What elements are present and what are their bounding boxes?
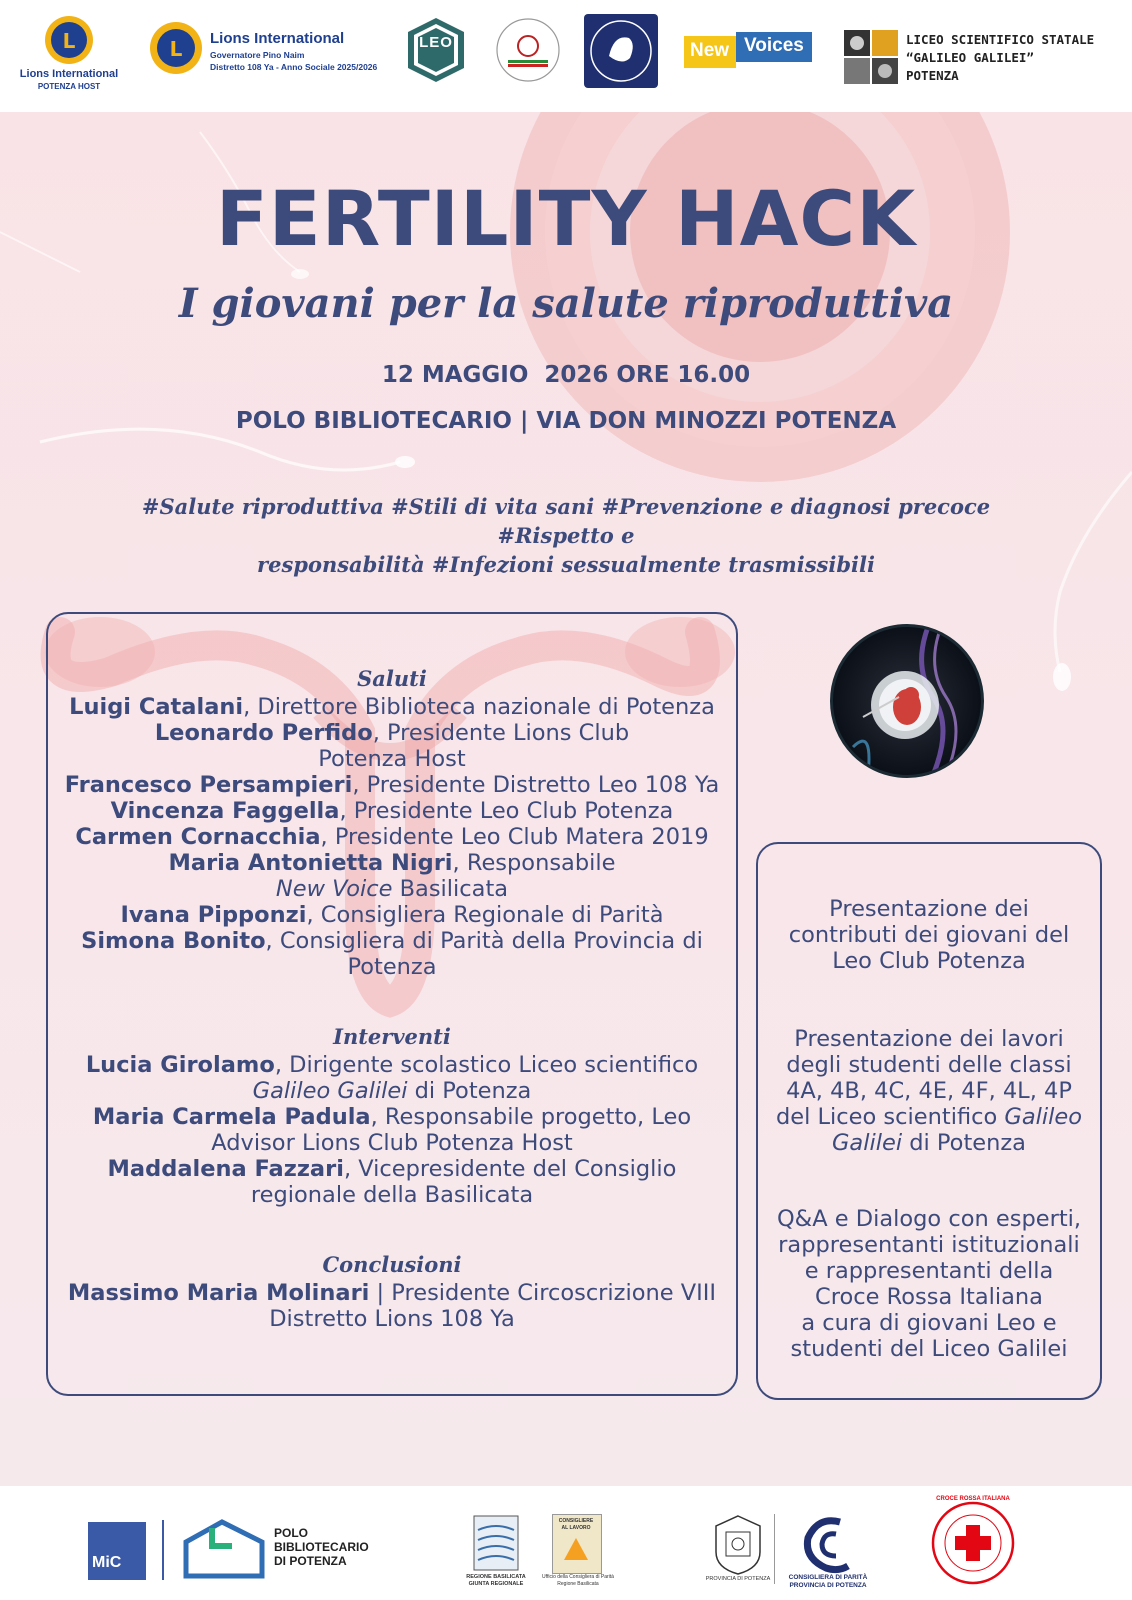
embryo-image [830, 624, 984, 778]
leo-text: LEO [419, 34, 453, 51]
speaker-line: Ivana Pipponzi, Consigliera Regionale di Parità [120, 902, 664, 928]
lions-potenza-text: Lions International [19, 68, 119, 80]
hashtags-line-2: responsabilità #Infezioni sessualmente trasmissibili [257, 552, 875, 577]
leo-district-logo [494, 16, 562, 84]
event-hashtags [100, 492, 1032, 579]
footer-logos [0, 1486, 1132, 1600]
activity-qa-dialogo: Q&A e Dialogo con esperti, rappresentanti istituzionali e rappresentanti della Croce Rossa Italiana a cura di giovani Leo e studenti del Liceo Galilei [776, 1206, 1082, 1362]
speaker-line-cont: Advisor Lions Club Potenza Host [211, 1130, 573, 1156]
new-text: New [690, 40, 730, 61]
regione-basilicata-logo [466, 1514, 526, 1594]
regione-text: REGIONE BASILICATA GIUNTA REGIONALE [466, 1574, 526, 1587]
liceo-galilei-logo [844, 30, 1124, 86]
speaker-line: Francesco Persampieri, Presidente Distretto Leo 108 Ya [64, 772, 720, 798]
consigliera-parita-logo [778, 1512, 878, 1596]
speaker-line-cont: New Voice Basilicata [275, 876, 509, 902]
voices-text: Voices [744, 35, 804, 56]
conclusioni-heading: Conclusioni [322, 1252, 462, 1277]
activities-box [756, 842, 1102, 1400]
new-voices-logo [684, 30, 812, 72]
polo-text: POLO BIBLIOTECARIO DI POTENZA [274, 1526, 369, 1568]
svg-text:L: L [169, 37, 183, 61]
event-subtitle: I giovani per la salute riproduttiva [178, 280, 954, 327]
district-text: Distretto 108 Ya - Anno Sociale 2025/2026 [210, 62, 378, 72]
activity-presentazione-lavori: Presentazione dei lavori degli studenti delle classi 4A, 4B, 4C, 4E, 4F, 4L, 4P del Liceo scientifico Galileo Galilei di Potenza [775, 1026, 1083, 1156]
lions-potenza-host-logo [14, 10, 124, 100]
speaker-line: Luigi Catalani, Direttore Biblioteca nazionale di Potenza [69, 694, 715, 720]
ufficio-text: Ufficio della Consigliera di Parità Regione Basilicata [542, 1574, 614, 1587]
cp-text: CONSIGLIERA DI PARITÀ PROVINCIA DI POTENZA [788, 1574, 868, 1589]
speaker-line-cont: Potenza Host [318, 746, 466, 772]
liceo-line2: “GALILEO GALILEI” [906, 50, 1034, 65]
speaker-line: Massimo Maria Molinari | Presidente Circoscrizione VIII [67, 1280, 717, 1306]
governor-text: Governatore Pino Naim [210, 50, 305, 60]
polo-bibliotecario-logo [182, 1516, 392, 1580]
speaker-line: Carmen Cornacchia, Presidente Leo Club Matera 2019 [75, 824, 709, 850]
mic-divider [162, 1520, 164, 1580]
speaker-line: Vincenza Faggella, Presidente Leo Club Potenza [110, 798, 674, 824]
speaker-line: Maddalena Fazzari, Vicepresidente del Consiglio [107, 1156, 677, 1182]
event-venue: POLO BIBLIOTECARIO | VIA DON MINOZZI POTENZA [235, 408, 897, 434]
croce-rossa-text: CROCE ROSSA ITALIANA [936, 1496, 1010, 1502]
speaker-line: Lucia Girolamo, Dirigente scolastico Liceo scientifico [85, 1052, 699, 1078]
speaker-line-cont: Potenza [347, 954, 437, 980]
potenza-host-text: POTENZA HOST [37, 82, 101, 91]
liceo-line1: LICEO SCIENTIFICO STATALE [906, 32, 1095, 47]
consigliere-lavoro-logo: CONSIGLIERE AL LAVORO Ufficio della Consigliera di Parità Regione Basilicata [548, 1514, 608, 1594]
event-date: 12 MAGGIO 2026 ORE 16.00 [381, 362, 751, 388]
event-title: FERTILITY HACK [215, 174, 917, 263]
interventi-heading: Interventi [333, 1024, 451, 1049]
speaker-line-cont: Distretto Lions 108 Ya [269, 1306, 515, 1332]
speaker-line: Simona Bonito, Consigliera di Parità della Provincia di [81, 928, 703, 954]
provincia-potenza-logo [706, 1512, 770, 1596]
speaker-line: Maria Carmela Padula, Responsabile progetto, Leo [92, 1104, 692, 1130]
speaker-line: Leonardo Perfido, Presidente Lions Club [154, 720, 630, 746]
speaker-line-cont: Galileo Galilei di Potenza [252, 1078, 532, 1104]
lions-international-text: Lions International [210, 30, 345, 47]
speaker-line: Maria Antonietta Nigri, Responsabile [168, 850, 616, 876]
liceo-line3: POTENZA [906, 68, 959, 83]
header-logos [0, 0, 1132, 112]
mic-text: MiC [92, 1554, 122, 1571]
croce-rossa-logo [930, 1496, 1016, 1586]
provincia-divider [774, 1514, 775, 1584]
leo-logo [404, 16, 468, 84]
saluti-heading: Saluti [357, 666, 427, 691]
svg-text:L: L [62, 29, 76, 53]
dark-circle-logo [584, 14, 658, 88]
provincia-text: PROVINCIA DI POTENZA [705, 1576, 771, 1582]
lions-governor-logo [148, 20, 393, 80]
program-box [46, 612, 738, 1396]
mic-logo [88, 1522, 146, 1580]
program-content [48, 664, 736, 1332]
poster-main [0, 112, 1132, 1486]
speaker-line-cont: regionale della Basilicata [250, 1182, 534, 1208]
hashtags-line-1: #Salute riproduttiva #Stili di vita sani #Prevenzione e diagnosi precoce #Rispetto e [141, 494, 991, 548]
activity-presentazione-contributi: Presentazione dei contributi dei giovani del Leo Club Potenza [788, 896, 1070, 974]
